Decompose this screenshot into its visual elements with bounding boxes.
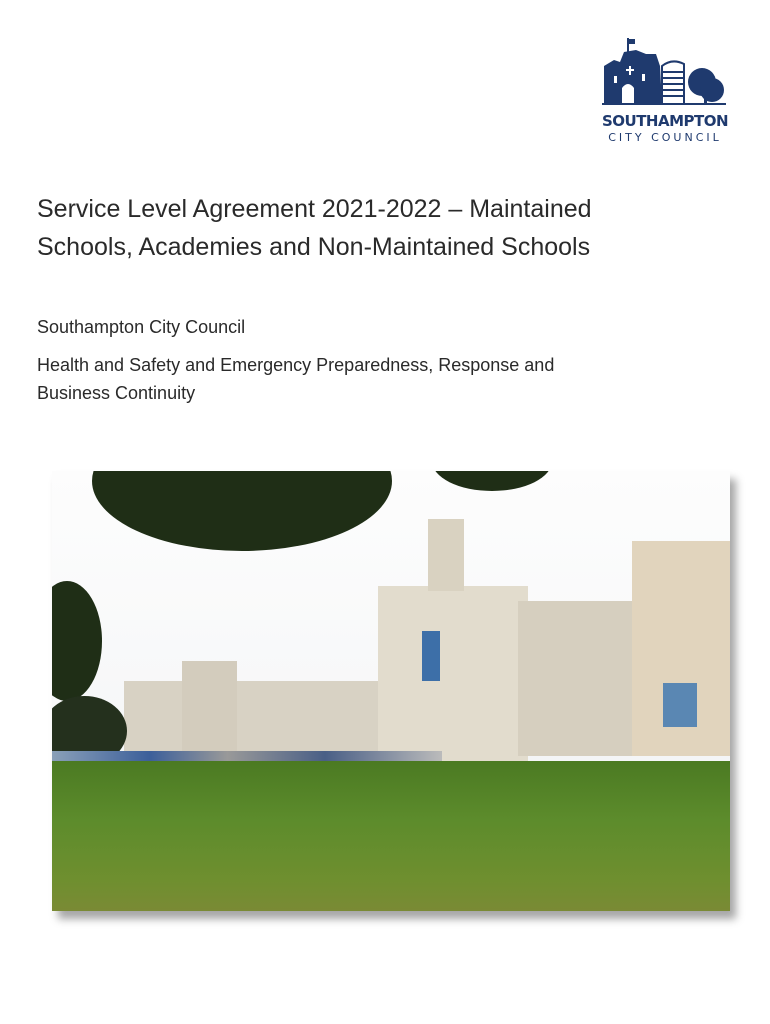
castle-logo-icon bbox=[600, 36, 730, 108]
title-line: Schools, Academies and Non-Maintained Schools bbox=[37, 233, 591, 261]
logo-text-city-council: CITY COUNCIL bbox=[608, 131, 722, 144]
service-name bbox=[37, 351, 554, 407]
service-line: Health and Safety and Emergency Preparedness, Response and bbox=[37, 355, 555, 375]
title-line: Service Level Agreement 2021-2022 – Maintained bbox=[37, 195, 592, 223]
civic-centre-photo bbox=[52, 471, 730, 911]
service-line: Business Continuity bbox=[37, 383, 196, 403]
lawn bbox=[52, 761, 730, 911]
organisation-name: Southampton City Council bbox=[37, 317, 246, 337]
logo-text-southampton: SOUTHAMPTON bbox=[601, 112, 729, 130]
document-title bbox=[37, 190, 717, 266]
council-logo bbox=[600, 36, 730, 144]
